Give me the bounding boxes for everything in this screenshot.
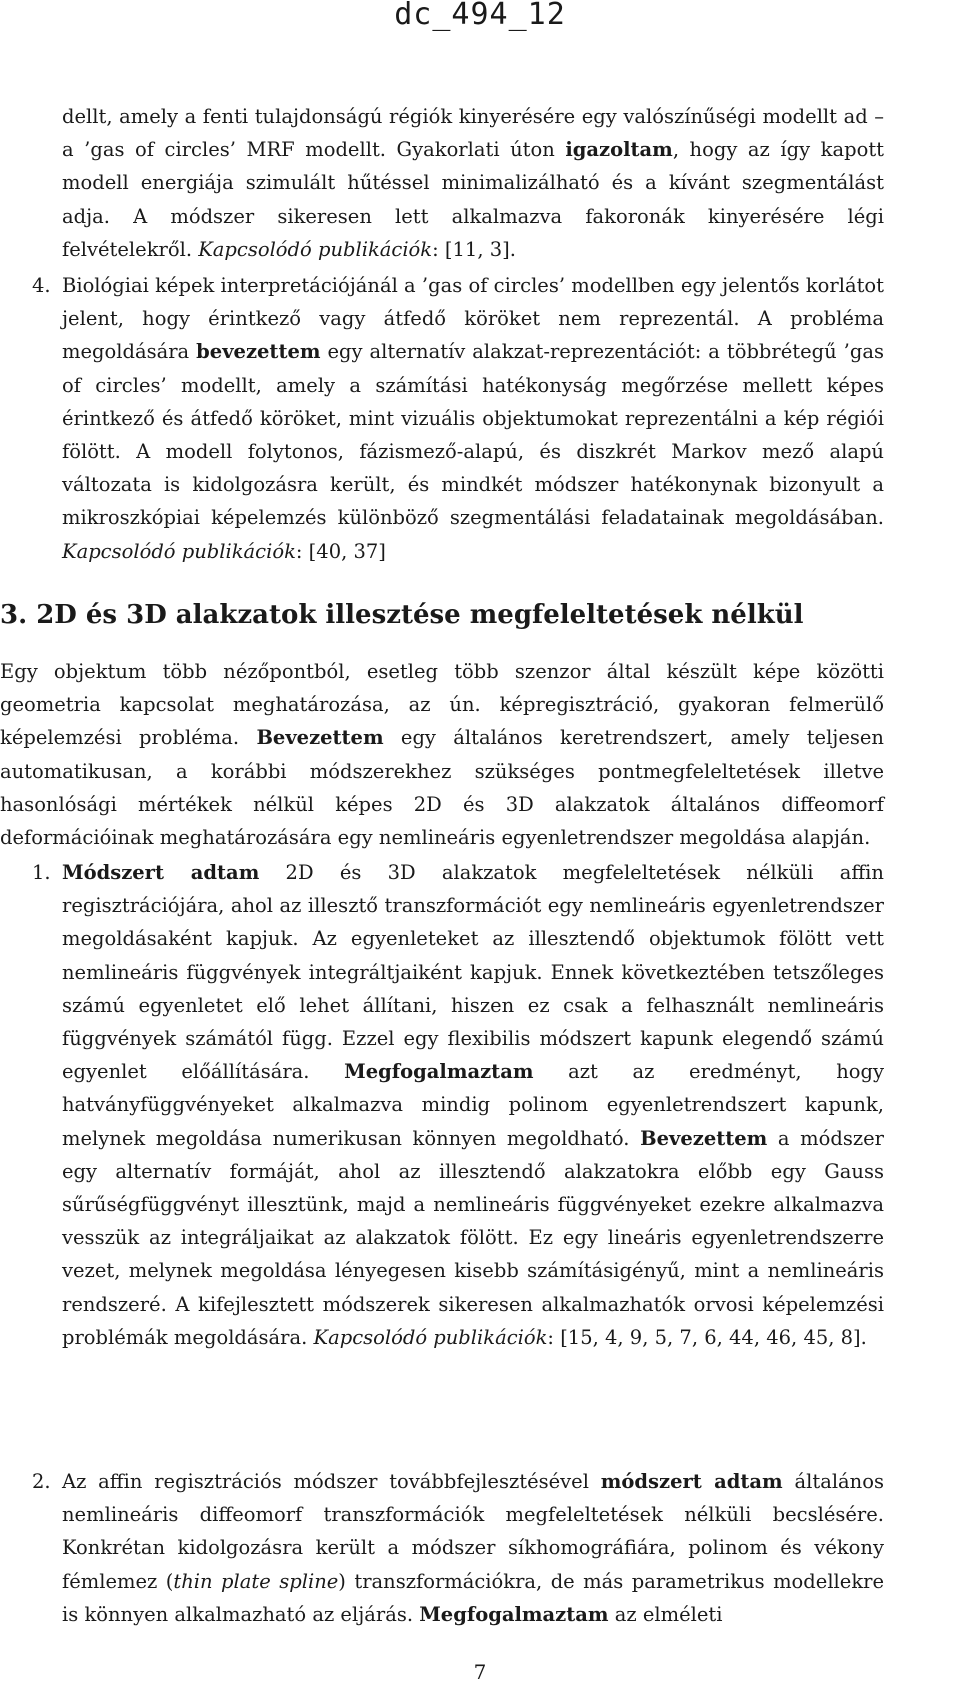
document-code-header: dc_494_12: [394, 0, 566, 32]
related-publications-refs: : [15, 4, 9, 5, 7, 6, 44, 46, 45, 8].: [547, 1325, 867, 1349]
emphasis-modszert-adtam: módszert adtam: [600, 1470, 783, 1493]
section-3-heading: 3. 2D és 3D alakzatok illesztése megfeleltetések nélkül: [0, 600, 804, 630]
list-item-2-text: Az affin regisztrációs módszer továbbfejlesztésével módszert adtam általános nemlineáris diffeomorf transzformációk megfeleltetések nélküli becslésére. Konkrétan kidolgozásra került a módszer síkhomográfiára, polinom és vékony fémlemez (thin plate spline) transzformációkra, de más parametrikus modellekre is könnyen alkalmazható az eljárás. Megfogalmaztam az elméleti: [62, 1470, 885, 1626]
section-3-intro: Egy objektum több nézőpontból, esetleg több szenzor által készült képe közötti geometria kapcsolat meghatározása, az ún. képregisztráció, gyakoran felmerülő képelemzési probléma. Bevezettem egy általános keretrendszert, amely teljesen automatikusan, a korábbi módszerekhez szükséges pontmegfeleltetések illetve hasonlósági mértékek nélkül képes 2D és 3D alakzatok általános diffeomorf deformációinak meghatározására egy nemlineáris egyenletrendszer megoldása alapján.: [0, 660, 884, 850]
emphasis-modszert-adtam: Módszert adtam: [62, 861, 260, 884]
list-item-1-text: Módszert adtam 2D és 3D alakzatok megfeleltetések nélküli affin regisztrációjára, ahol az illesztő transzformációt egy nemlineáris egyenletrendszer megoldásaként kapjuk. Az egyenleteket az illesztendő objektumok fölött vett nemlineáris függvények integráltjaiként kapjuk. Ennek következtében tetszőleges számú egyenletet elő lehet állítani, hiszen ez csak a felhasznált nemlineáris függvények számától függ. Ezzel egy flexibilis módszert kapunk elegendő számú egyenlet előállítására. Megfogalmaztam azt az eredményt, hogy hatványfüggvényeket alkalmazva mindig polinom egyenletrendszert kapunk, melynek megoldása numerikusan könnyen megoldható. Bevezettem a módszer egy alternatív formáját, ahol az illesztendő alakzatokra előbb egy Gauss sűrűségfüggvényt illesztünk, majd a nemlineáris függvényeket ezekre alkalmazva vesszük az integráljaikat az alakzatok fölött. Ez egy lineáris egyenletrendszerre vezet, melynek megoldása lényegesen kisebb számításigényű, mint a nemlineáris rendszeré. A kifejlesztett módszerek sikeresen alkalmazhatók orvosi képelemzési problémák megoldására. Kapcsolódó publikációk: [15, 4, 9, 5, 7, 6, 44, 46, 45, 8].: [62, 861, 884, 1349]
thin-plate-spline-term: thin plate spline: [173, 1569, 339, 1593]
emphasis-igazoltam: igazoltam: [565, 138, 673, 162]
emphasis-bevezettem: bevezettem: [196, 340, 321, 364]
page-number: 7: [473, 1660, 487, 1684]
emphasis-megfogalmaztam: Megfogalmaztam: [344, 1060, 534, 1084]
related-publications-refs: : [11, 3].: [432, 237, 516, 261]
list-item-2-number: 2.: [32, 1470, 51, 1493]
item-4-text: Biológiai képek interpretációjánál a ’gas of circles’ modellben egy jelentős korlátot jelent, hogy érintkező vagy átfedő köröket nem reprezentál. A probléma megoldására bevezettem egy alternatív alakzat-reprezentációt: a többrétegű ’gas of circles’ modellt, amely a számítási hatékonyság megőrzése mellett képes érintkező és átfedő köröket, mint vizuális objektumokat reprezentálni a kép régiói fölött. A modell folytonos, fázismező-alapú, és diszkrét Markov mező alapú változata is kidolgozásra került, és mindkét módszer hatékonynak bizonyult a mikroszkópiai képelemzés különböző szegmentálási feladatainak megoldásában. Kapcsolódó publikációk: [40, 37]: [62, 274, 884, 563]
related-publications-label: Kapcsolódó publikációk: [313, 1325, 548, 1349]
emphasis-megfogalmaztam: Megfogalmaztam: [419, 1602, 609, 1626]
item-3-continuation: dellt, amely a fenti tulajdonságú régiók kinyerésére egy valószínűségi modellt ad – a ’gas of circles’ MRF modellt. Gyakorlati úton igazoltam, hogy az így kapott modell energiája szimulált hűtéssel minimalizálható és a kívánt szegmentálást adja. A módszer sikeresen lett alkalmazva fakoronák kinyerésére légi felvételekről. Kapcsolódó publikációk: [11, 3].: [62, 105, 884, 261]
related-publications-label: Kapcsolódó publikációk: [62, 539, 296, 563]
item-4-number: 4.: [32, 274, 51, 297]
list-item-1-number: 1.: [32, 861, 51, 884]
related-publications-label: Kapcsolódó publikációk: [198, 237, 433, 261]
emphasis-bevezettem: Bevezettem: [640, 1126, 768, 1150]
related-publications-refs: : [40, 37]: [295, 539, 386, 563]
emphasis-bevezettem: Bevezettem: [256, 726, 384, 750]
